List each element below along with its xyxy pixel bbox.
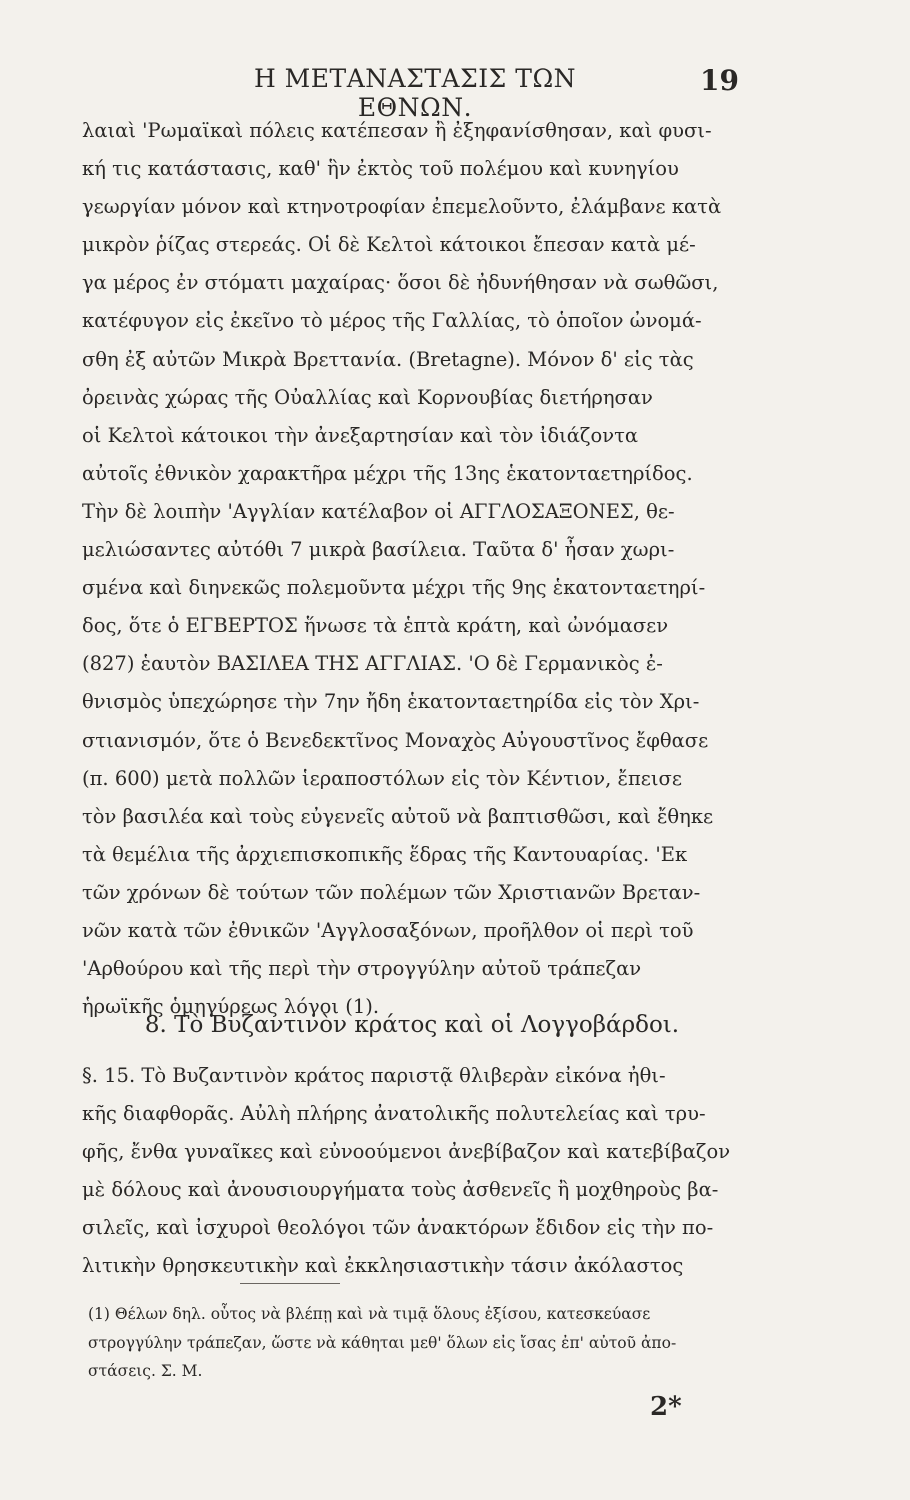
text-line: αὐτοῖς ἐθνικὸν χαρακτῆρα μέχρι τῆς 13ης ἑκατονταετηρίδος. — [82, 461, 693, 485]
text-line: δος, ὅτε ὁ ΕΓΒΕΡΤΟΣ ἥνωσε τὰ ἑπτὰ κράτη, καὶ ὠνόμασεν — [82, 614, 669, 638]
footnote-line: στρογγύλην τράπεζαν, ὥστε νὰ κάθηται μεθ' ὅλων εἰς ἴσας ἐπ' αὐτοῦ ἀπο- — [88, 1333, 677, 1352]
text-line: ὀρεινὰς χώρας τῆς Οὐαλλίας καὶ Κορνουβίας διετήρησαν — [82, 385, 653, 409]
text-line: κῆς διαφθορᾶς. Αὐλὴ πλήρης ἀνατολικῆς πολυτελείας καὶ τρυ- — [82, 1102, 706, 1126]
text-line: λαιαὶ 'Ρωμαϊκαὶ πόλεις κατέπεσαν ἢ ἐξηφανίσθησαν, καὶ φυσι- — [82, 119, 712, 142]
page-number: 19 — [700, 64, 739, 97]
text-line: τὸν βασιλέα καὶ τοὺς εὐγενεῖς αὐτοῦ νὰ βαπτισθῶσι, καὶ ἔθηκε — [82, 804, 714, 828]
text-line: (π. 600) μετὰ πολλῶν ἱεραποστόλων εἰς τὸν Κέντιον, ἔπεισε — [82, 766, 682, 790]
text-line: §. 15. Τὸ Βυζαντινὸν κράτος παριστᾷ θλιβερὰν εἰκόνα ἠθι- — [82, 1064, 666, 1087]
text-line: γα μέρος ἐν στόματι μαχαίρας· ὅσοι δὲ ἠδυνήθησαν νὰ σωθῶσι, — [82, 271, 719, 295]
text-line: θνισμὸς ὑπεχώρησε τὴν 7ην ἤδη ἑκατονταετηρίδα εἰς τὸν Χρι- — [82, 690, 700, 714]
text-line: μικρὸν ῥίζας στερεάς. Οἱ δὲ Κελτοὶ κάτοικοι ἔπεσαν κατὰ μέ- — [82, 233, 696, 257]
section-paragraph — [82, 1057, 740, 1286]
text-line: λιτικὴν θρησκευτικὴν καὶ ἐκκλησιαστικὴν τάσιν ἀκόλαστος — [82, 1254, 684, 1278]
body-paragraph — [82, 112, 740, 1026]
running-header: Η ΜΕΤΑΝΑΣΤΑΣΙΣ ΤΩΝ ΕΘΝΩΝ. — [253, 64, 577, 122]
signature-mark: 2* — [650, 1392, 682, 1422]
footnote-line: (1) Θέλων δηλ. οὗτος νὰ βλέπῃ καὶ νὰ τιμᾷ ὅλους ἐξίσου, κατεσκεύασε — [88, 1305, 651, 1323]
text-line: νῶν κατὰ τῶν ἐθνικῶν 'Αγγλοσαξόνων, προῆλθον οἱ περὶ τοῦ — [82, 918, 694, 942]
text-line: Τὴν δὲ λοιπὴν 'Αγγλίαν κατέλαβον οἱ ΑΓΓΛΟΣΑΞΟΝΕΣ, θε- — [82, 499, 675, 523]
text-line: 'Αρθούρου καὶ τῆς περὶ τὴν στρογγύλην αὐτοῦ τράπεζαν — [82, 957, 642, 981]
text-line: φῆς, ἔνθα γυναῖκες καὶ εὐνοούμενοι ἀνεβίβαζον καὶ κατεβίβαζον — [82, 1140, 731, 1164]
text-line: σθη ἐξ αὐτῶν Μικρὰ Βρεττανία. (Bretagne). Μόνον δ' εἰς τὰς — [82, 347, 694, 371]
text-line: γεωργίαν μόνον καὶ κτηνοτροφίαν ἐπεμελοῦντο, ἐλάμβανε κατὰ — [82, 195, 722, 219]
text-line: μελιώσαντες αὐτόθι 7 μικρὰ βασίλεια. Ταῦτα δ' ἦσαν χωρι- — [82, 538, 675, 562]
footnote — [88, 1300, 738, 1386]
text-line: (827) ἑαυτὸν ΒΑΣΙΛΕΑ ΤΗΣ ΑΓΓΛΙΑΣ. 'Ο δὲ Γερμανικὸς ἐ- — [82, 652, 663, 676]
text-line: μὲ δόλους καὶ ἀνουσιουργήματα τοὺς ἀσθενεῖς ἢ μοχθηροὺς βα- — [82, 1178, 719, 1202]
footnote-divider — [240, 1283, 340, 1284]
text-line: σιλεῖς, καὶ ἰσχυροὶ θεολόγοι τῶν ἀνακτόρων ἔδιδον εἰς τὴν πο- — [82, 1216, 714, 1240]
text-line: οἱ Κελτοὶ κάτοικοι τὴν ἀνεξαρτησίαν καὶ τὸν ἰδιάζοντα — [82, 423, 639, 447]
text-line: κατέφυγον εἰς ἐκεῖνο τὸ μέρος τῆς Γαλλίας, τὸ ὁποῖον ὠνομά- — [82, 309, 702, 333]
text-line: κή τις κατάστασις, καθ' ἣν ἐκτὸς τοῦ πολέμου καὶ κυνηγίου — [82, 157, 679, 181]
footnote-line: στάσεις. Σ. Μ. — [88, 1362, 203, 1380]
text-line: στιανισμόν, ὅτε ὁ Βενεδεκτῖνος Μοναχὸς Αὐγουστῖνος ἔφθασε — [82, 728, 709, 752]
text-line: τῶν χρόνων δὲ τούτων τῶν πολέμων τῶν Χριστιανῶν Βρεταν- — [82, 880, 701, 904]
text-line: τὰ θεμέλια τῆς ἀρχιεπισκοπικῆς ἕδρας τῆς Καντουαρίας. 'Εκ — [82, 842, 688, 866]
text-line: σμένα καὶ διηνεκῶς πολεμοῦντα μέχρι τῆς 9ης ἑκατονταετηρί- — [82, 576, 706, 600]
text-line: ἡρωϊκῆς ὁμηγύρεως λόγοι (1). — [82, 995, 380, 1019]
section-heading: 8. Τὸ Βυζαντινὸν κράτος καὶ οἱ Λογγοβάρδοι. — [144, 1012, 680, 1038]
